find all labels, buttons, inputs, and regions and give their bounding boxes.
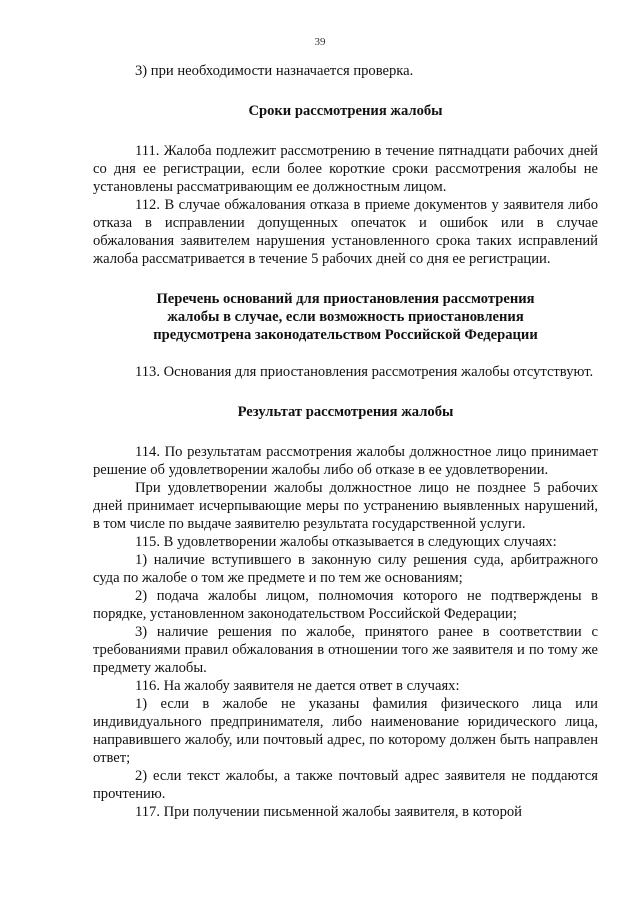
paragraph-116: 116. На жалобу заявителя не дается ответ в случаях: <box>135 678 460 694</box>
document-body <box>93 62 598 821</box>
paragraph-115-item-3: 3) наличие решения по жалобе, принятого ранее в соответствии с требованиями правил обжалования в отношении того же заявителя и по тому же предмету жалобы. <box>93 624 598 676</box>
heading-review-terms: Сроки рассмотрения жалобы <box>248 103 443 119</box>
paragraph-114: 114. По результатам рассмотрения жалобы должностное лицо принимает решение об удовлетворении жалобы либо об отказе в ее удовлетворении. <box>93 444 598 478</box>
heading-suspension-line-3: предусмотрена законодательством Российской Федерации <box>153 327 538 343</box>
paragraph-115-item-1: 1) наличие вступившего в законную силу решения суда, арбитражного суда по жалобе о том же предмете и по тем же основаниям; <box>93 552 598 586</box>
heading-suspension-line-2: жалобы в случае, если возможность приостановления <box>167 309 524 325</box>
paragraph-111: 111. Жалоба подлежит рассмотрению в течение пятнадцати рабочих дней со дня ее регистрации, если более короткие сроки рассмотрения жалобы не установлены рассматривающим ее должностным лицом. <box>93 143 598 195</box>
paragraph-115: 115. В удовлетворении жалобы отказывается в следующих случаях: <box>135 534 557 550</box>
heading-suspension-grounds <box>93 290 598 344</box>
paragraph-116-item-2: 2) если текст жалобы, а также почтовый адрес заявителя не поддаются прочтению. <box>93 768 598 802</box>
paragraph-114-continued: При удовлетворении жалобы должностное лицо не позднее 5 рабочих дней принимает исчерпывающие меры по устранению выявленных нарушений, в том числе по выдаче заявителю результата государственной услуги. <box>93 480 598 532</box>
page-number: 39 <box>314 36 326 48</box>
paragraph-116-item-1: 1) если в жалобе не указаны фамилия физического лица или индивидуального предпринимателя, либо наименование юридического лица, направившего жалобу, или почтовый адрес, по которому должен быть направлен ответ; <box>93 696 598 766</box>
heading-suspension-line-1: Перечень оснований для приостановления рассмотрения <box>156 291 535 307</box>
heading-review-result: Результат рассмотрения жалобы <box>237 404 454 420</box>
paragraph-115-item-2: 2) подача жалобы лицом, полномочия которого не подтверждены в порядке, установленном законодательством Российской Федерации; <box>93 588 598 622</box>
paragraph-117: 117. При получении письменной жалобы заявителя, в которой <box>135 804 522 820</box>
paragraph-lead-item: 3) при необходимости назначается проверка. <box>135 63 414 79</box>
paragraph-112: 112. В случае обжалования отказа в приеме документов у заявителя либо отказа в исправлении допущенных опечаток и ошибок или в случае обжалования заявителем нарушения установленного срока таких исправлений жалоба рассматривается в течение 5 рабочих дней со дня ее регистрации. <box>93 197 598 267</box>
paragraph-113: 113. Основания для приостановления рассмотрения жалобы отсутствуют. <box>135 364 594 380</box>
